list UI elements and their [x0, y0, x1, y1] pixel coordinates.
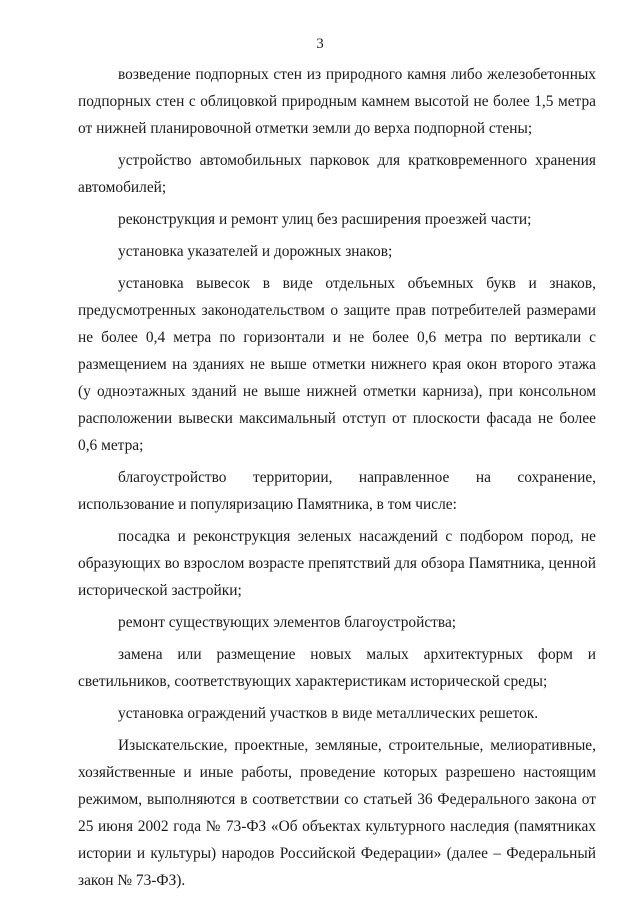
paragraph-retaining-walls: возведение подпорных стен из природного камня либо железобетонных подпорных стен с облицовкой природным камнем высотой не более 1,5 метра от нижней планировочной отметки земли до верха подпорной стены; [78, 66, 596, 137]
page-number: 3 [316, 36, 324, 52]
paragraph-signboards: установка вывесок в виде отдельных объемных букв и знаков, предусмотренных законодательством о защите прав потребителей размерами не более 0,4 метра по горизонтали и не более 0,6 метра по вертикали с размещением на зданиях не выше отметки нижнего края окон второго этажа (у одноэтажных зданий не выше нижней отметки карниза), при консольном расположении вывески максимальный отступ от плоскости фасада не более 0,6 метра; [78, 275, 596, 454]
paragraph-small-forms: замена или размещение новых малых архитектурных форм и светильников, соответствующих характеристикам исторической среды; [78, 646, 596, 690]
paragraph-landscaping: благоустройство территории, направленное на сохранение, использование и популяризацию Памятника, в том числе: [78, 469, 596, 513]
paragraph-repair-elements: ремонт существующих элементов благоустройства; [118, 614, 457, 631]
paragraph-street-reconstruction: реконструкция и ремонт улиц без расширения проезжей части; [118, 211, 532, 228]
paragraph-federal-law: Изыскательские, проектные, земляные, строительные, мелиоративные, хозяйственные и иные работы, проведение которых разрешено настоящим режимом, выполняются в соответствии со статьей 36 Федерального закона от 25 июня 2002 года № 73-ФЗ «Об объектах культурного наследия (памятниках истории и культуры) народов Российской Федерации» (далее – Федеральный закон № 73-ФЗ). [78, 737, 596, 889]
paragraph-road-signs: установка указателей и дорожных знаков; [118, 243, 393, 260]
paragraph-fences: установка ограждений участков в виде металлических решеток. [118, 705, 539, 722]
document-body [78, 61, 596, 899]
paragraph-planting: посадка и реконструкция зеленых насаждений с подбором пород, не образующих во взрослом возрасте препятствий для обзора Памятника, ценной исторической застройки; [78, 528, 596, 599]
paragraph-parking: устройство автомобильных парковок для кратковременного хранения автомобилей; [78, 152, 596, 196]
